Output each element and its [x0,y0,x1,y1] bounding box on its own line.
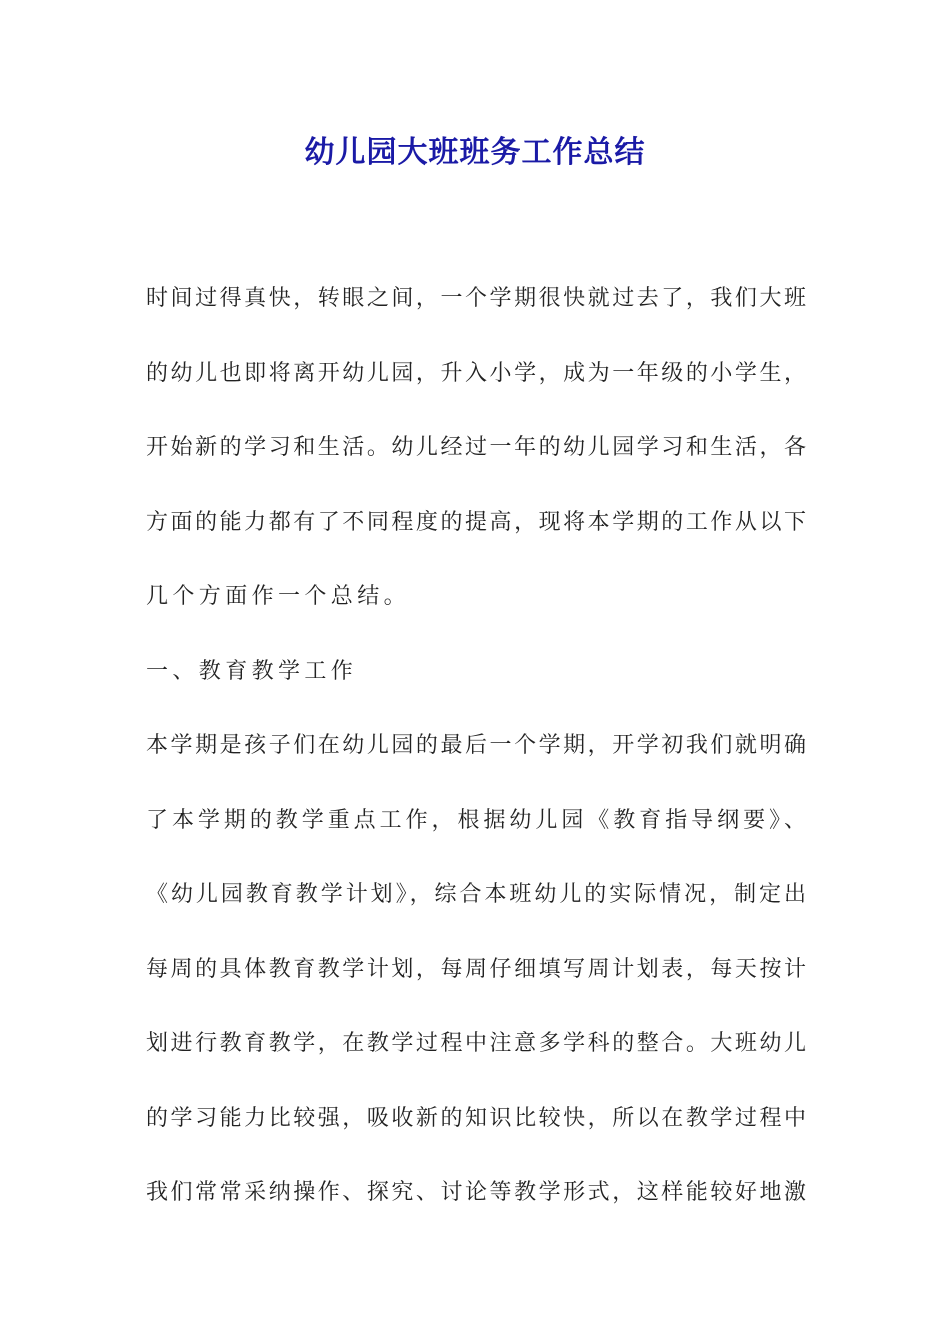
paragraph-line: 本学期是孩子们在幼儿园的最后一个学期，开学初我们就明确 [146,733,806,758]
document-title: 幼儿园大班班务工作总结 [304,135,646,170]
paragraph-line: 《幼儿园教育教学计划》，综合本班幼儿的实际情况，制定出 [146,882,806,907]
paragraph-line: 时间过得真快，转眼之间，一个学期很快就过去了，我们大班 [146,286,806,311]
paragraph-line: 的学习能力比较强，吸收新的知识比较快，所以在教学过程中 [146,1105,806,1131]
paragraph-line: 划进行教育教学，在教学过程中注意多学科的整合。大班幼儿 [146,1031,806,1056]
paragraph-line: 的幼儿也即将离开幼儿园，升入小学，成为一年级的小学生， [146,360,806,386]
paragraph-line: 我们常常采纳操作、探究、讨论等教学形式，这样能较好地激 [146,1180,806,1205]
section-heading: 一、教育教学工作 [146,658,358,684]
document-body [146,262,806,1231]
paragraph-line: 每周的具体教育教学计划，每周仔细填写周计划表，每天按计 [146,956,806,982]
paragraph-line: 几个方面作一个总结。 [146,584,411,609]
paragraph-line: 开始新的学习和生活。幼儿经过一年的幼儿园学习和生活，各 [146,435,806,460]
paragraph-line: 方面的能力都有了不同程度的提高，现将本学期的工作从以下 [146,509,806,535]
paragraph-line: 了本学期的教学重点工作，根据幼儿园《教育指导纲要》、 [146,807,806,833]
